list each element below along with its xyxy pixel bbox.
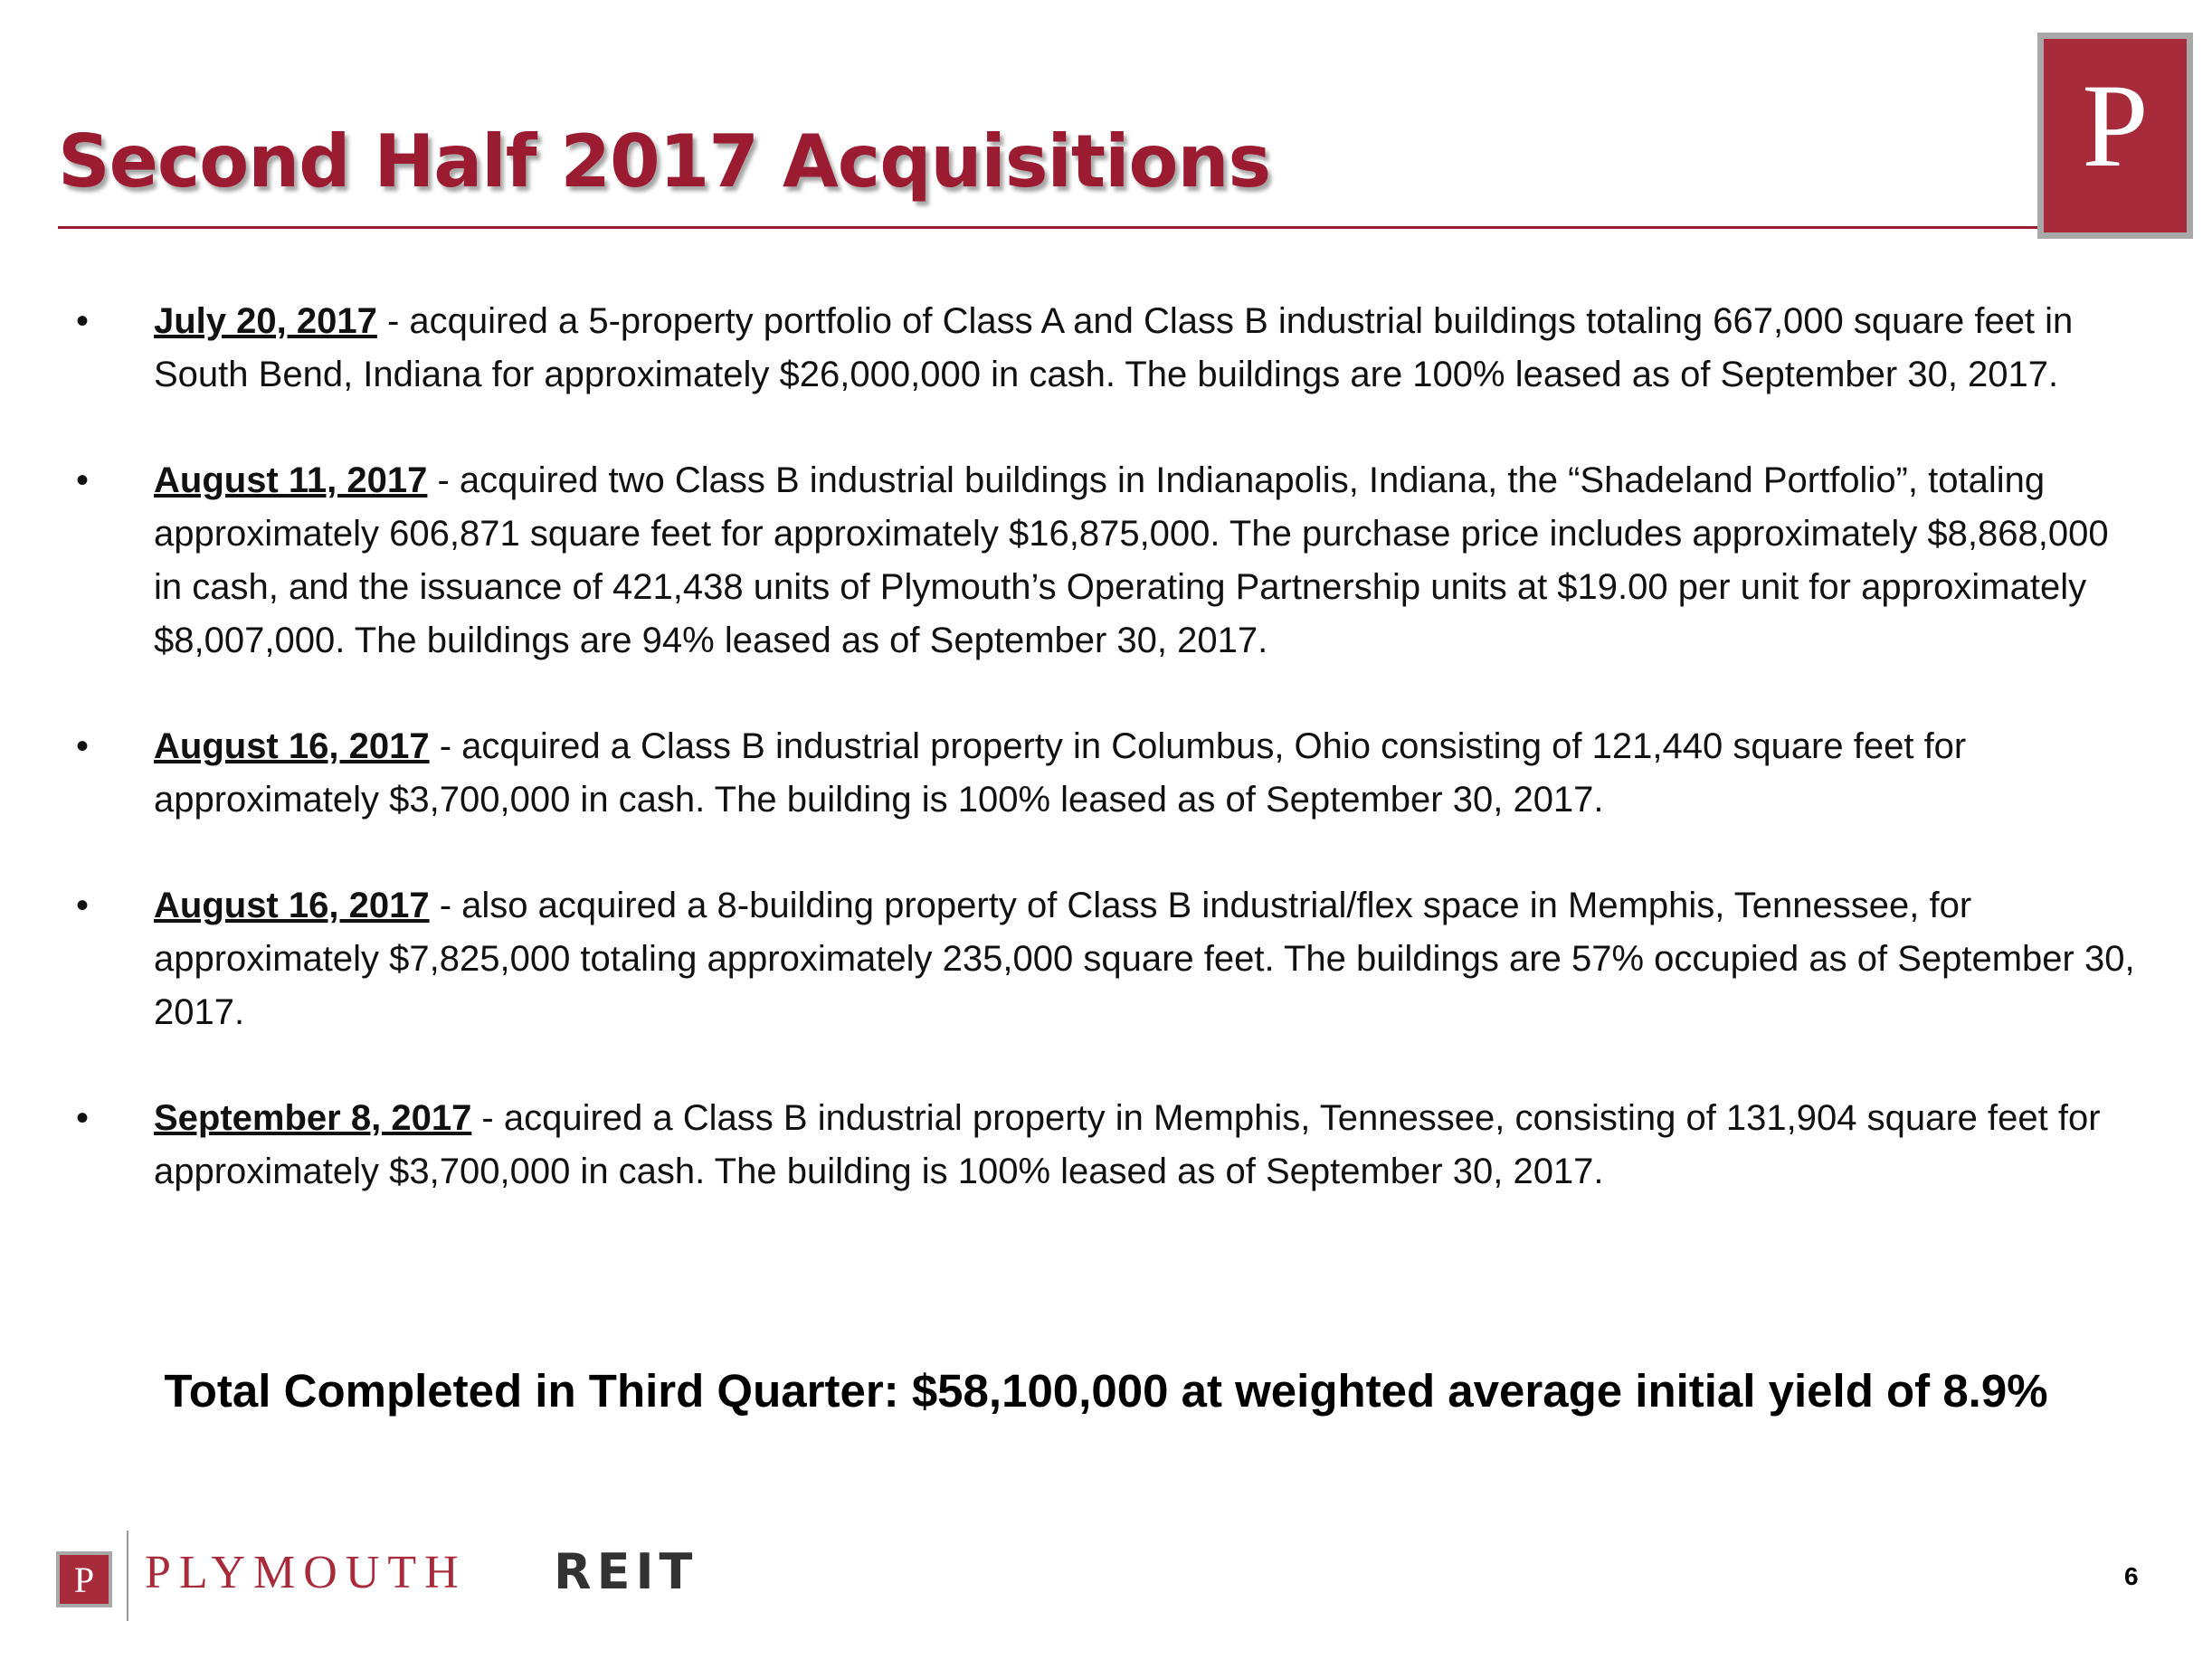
acquisition-date: August 16, 2017 (154, 726, 430, 766)
footer-brand-name: PLYMOUTH (145, 1547, 467, 1598)
acquisition-separator: - (471, 1098, 504, 1138)
acquisition-description: acquired a 5-property portfolio of Class A and Class B industrial buildings totaling 667,000 square feet in South Bend, Indiana for approximately $26,000,000 in cash. The buildings are 100% leased as of September 30, 2017. (154, 301, 2074, 394)
bullet-dot-icon: • (76, 886, 90, 925)
slide-title: Second Half 2017 Acquisitions (58, 119, 1271, 204)
footer-divider (127, 1531, 128, 1621)
acquisition-separator: - (429, 726, 462, 766)
acquisition-item (76, 295, 2139, 402)
acquisition-description: acquired a Class B industrial property in Memphis, Tennessee, consisting of 131,904 square feet for approximately $3,700,000 in cash. The building is 100% leased as of September 30, 2017. (154, 1098, 2101, 1191)
acquisition-text (154, 720, 2139, 827)
acquisition-date: August 11, 2017 (154, 460, 428, 500)
acquisition-item (76, 720, 2139, 827)
footer-logo-mark: P (56, 1551, 112, 1607)
acquisition-description: acquired two Class B industrial buildings in Indianapolis, Indiana, the “Shadeland Portfolio”, totaling approximately 606,871 square feet for approximately $16,875,000. The purchase price includes approximately $8,868,000 in cash, and the issuance of 421,438 units of Plymouth’s Operating Partnership units at $19.00 per unit for approximately $8,007,000. The buildings are 94% leased as of September 30, 2017. (154, 460, 2109, 660)
acquisition-date: August 16, 2017 (154, 886, 430, 925)
acquisition-text (154, 1092, 2139, 1199)
bullet-dot-icon: • (76, 1098, 90, 1138)
acquisition-separator: - (429, 886, 462, 925)
acquisition-separator: - (427, 460, 460, 500)
acquisition-item (76, 879, 2139, 1039)
acquisition-description: acquired a Class B industrial property in Columbus, Ohio consisting of 121,440 square feet for approximately $3,700,000 in cash. The building is 100% leased as of September 30, 2017. (154, 726, 1967, 820)
total-summary: Total Completed in Third Quarter: $58,100,000 at weighted average initial yield of 8.9% (164, 1365, 2048, 1417)
brand-logo: P (2037, 33, 2193, 239)
bullet-dot-icon: • (76, 726, 90, 766)
title-underline (58, 226, 2048, 229)
acquisitions-list (76, 295, 2139, 1251)
acquisition-item (76, 1092, 2139, 1199)
bullet-dot-icon: • (76, 460, 90, 500)
acquisition-date: July 20, 2017 (154, 301, 377, 341)
acquisition-item (76, 454, 2139, 668)
page-number: 6 (2124, 1562, 2139, 1590)
bullet-dot-icon: • (76, 301, 90, 341)
acquisition-date: September 8, 2017 (154, 1098, 472, 1138)
acquisition-text (154, 454, 2139, 668)
footer-brand-reit: REIT (554, 1543, 698, 1600)
acquisition-separator: - (376, 301, 410, 341)
acquisition-text (154, 295, 2139, 402)
acquisition-text (154, 879, 2139, 1039)
acquisition-description: also acquired a 8-building property of Class B industrial/flex space in Memphis, Tennessee, for approximately $7,825,000 totaling approximately 235,000 square feet. The buildings are 57% occupied as of September 30, 2017. (154, 886, 2135, 1032)
